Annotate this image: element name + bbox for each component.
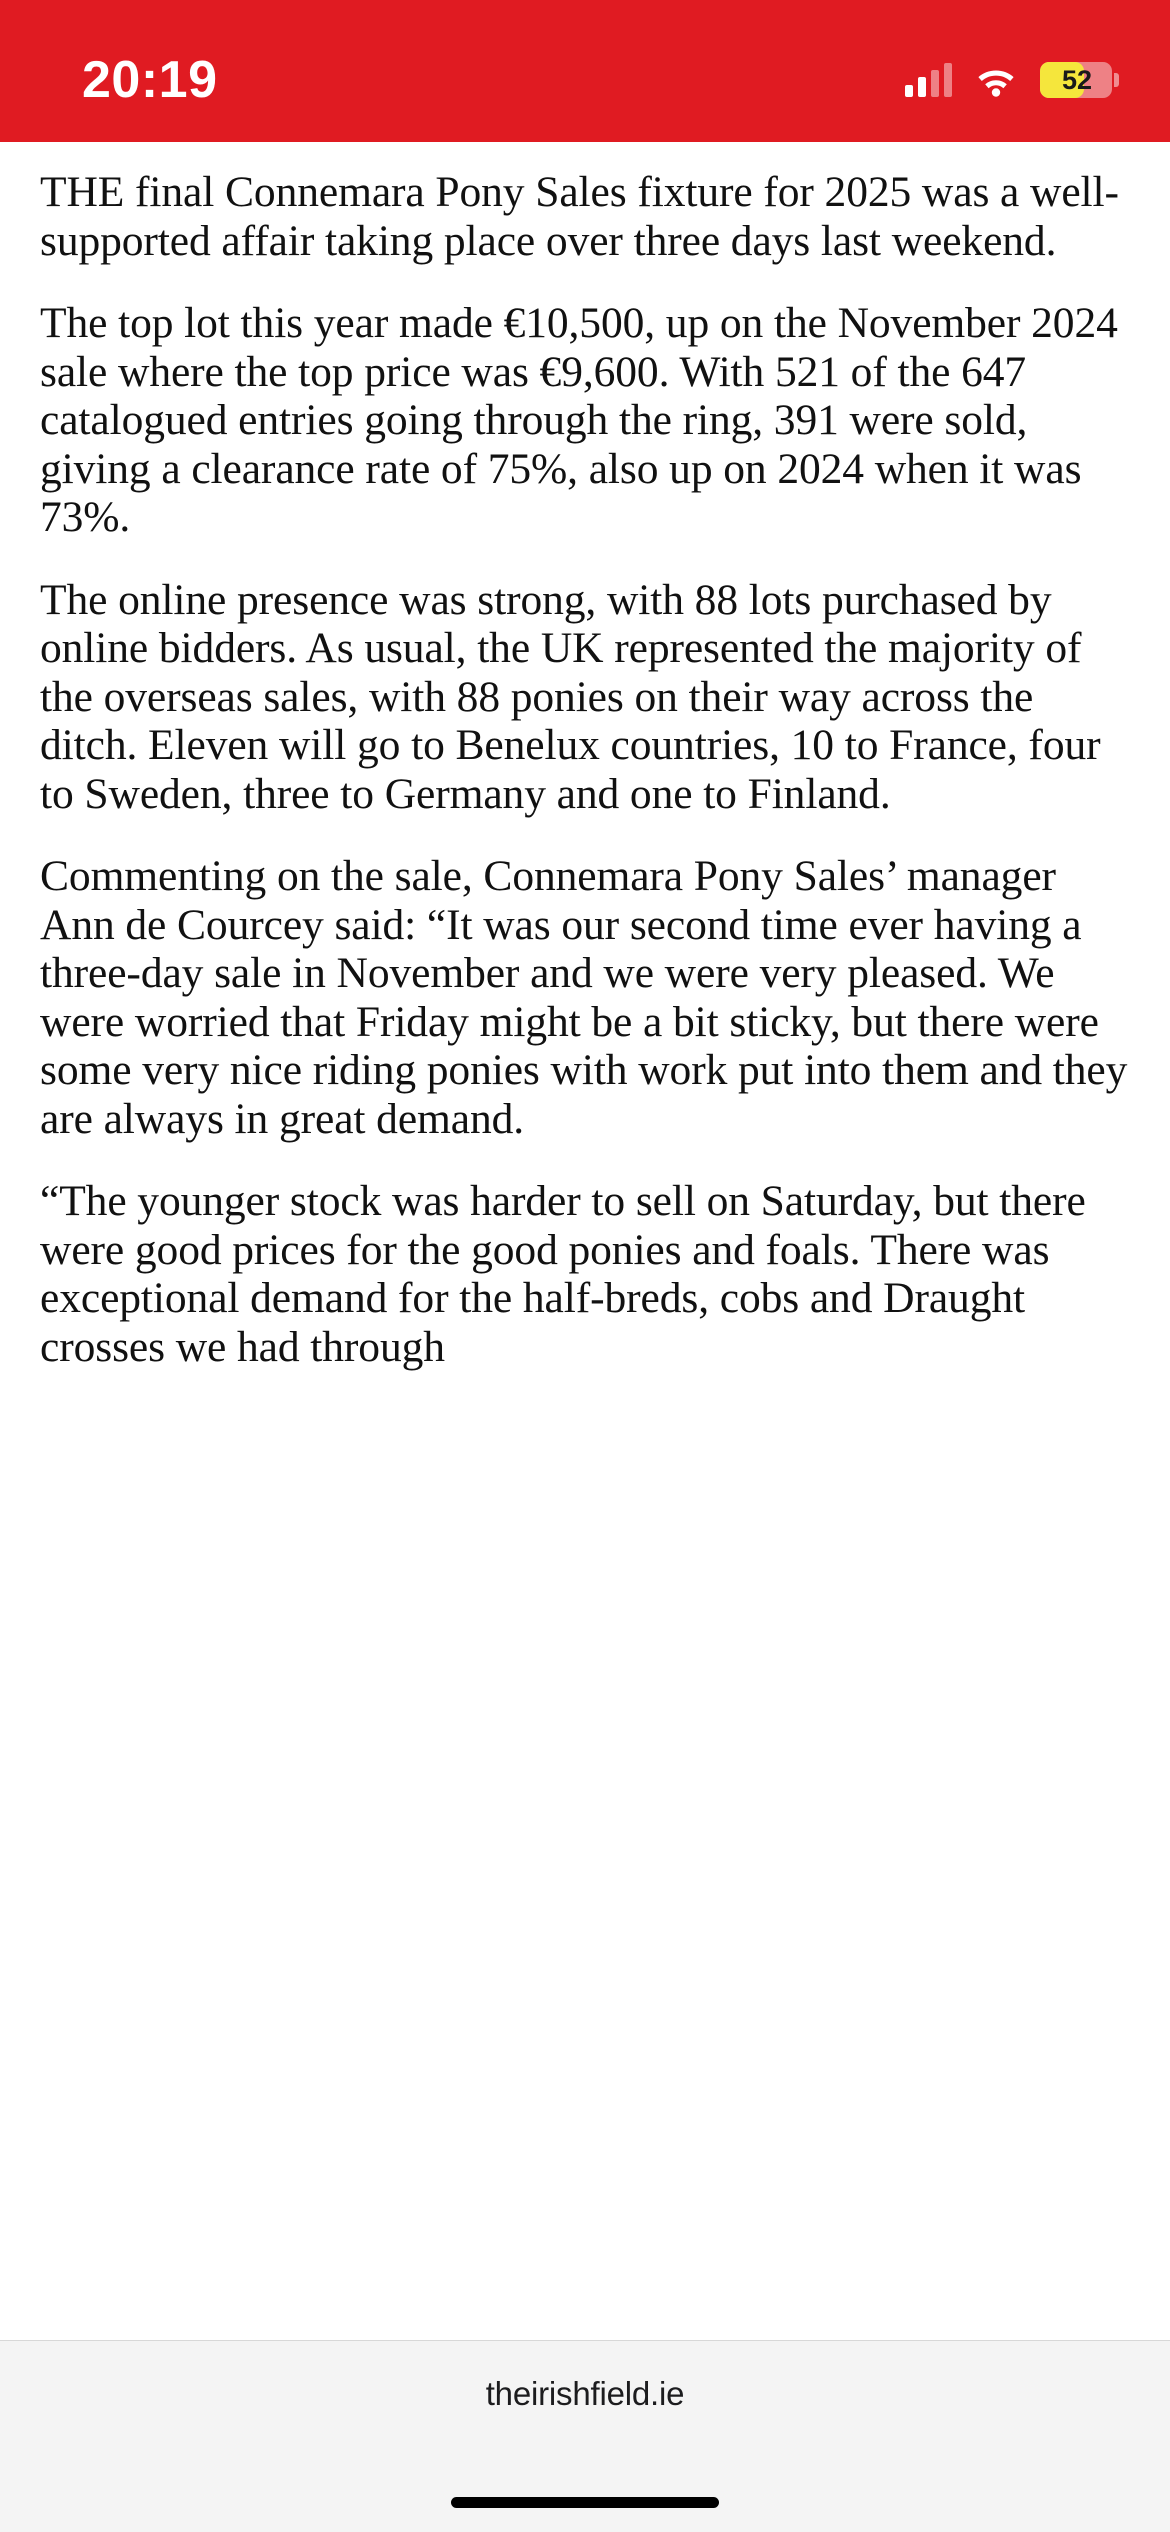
cellular-signal-icon — [905, 63, 952, 97]
site-url-label[interactable]: theirishfield.ie — [485, 2375, 685, 2412]
article-paragraph: The online presence was strong, with 88 lots purchased by online bidders. As usual, the UK represented the majority of the overseas sales, with 88 ponies on their way across the ditch. Eleven will go to Benelux countries, 10 to France, four to Sweden, three to Germany and one to Finland. — [40, 575, 1101, 818]
article-body[interactable] — [0, 142, 1170, 2340]
status-bar-clock: 20:19 — [82, 51, 218, 109]
battery-icon — [1040, 62, 1112, 98]
home-indicator[interactable] — [451, 2497, 719, 2508]
wifi-icon — [974, 63, 1018, 97]
article-paragraph: THE final Connemara Pony Sales fixture for 2025 was a well-supported affair taking place over three days last weekend. — [40, 168, 1119, 265]
article-paragraph: Commenting on the sale, Connemara Pony Sales’ manager Ann de Courcey said: “It was our second time ever having a three-day sale in November and we were very pleased. We were worried that Friday might be a bit sticky, but there were some very nice riding ponies with work put into them and they are always in great demand. — [40, 852, 1128, 1143]
home-indicator-area — [0, 2472, 1170, 2532]
battery-level-label: 52 — [1061, 65, 1093, 95]
status-bar — [0, 0, 1170, 142]
article-paragraph: “The younger stock was harder to sell on Saturday, but there were good prices for the good ponies and foals. There was exceptional demand for the half-breds, cobs and Draught crosses we had through — [40, 1177, 1086, 1371]
status-bar-indicators — [905, 62, 1112, 98]
article-paragraph: The top lot this year made €10,500, up on the November 2024 sale where the top price was €9,600. With 521 of the 647 catalogued entries going through the ring, 391 were sold, giving a clearance rate of 75%, also up on 2024 when it was 73%. — [40, 299, 1118, 541]
browser-bottom-bar[interactable] — [0, 2340, 1170, 2472]
